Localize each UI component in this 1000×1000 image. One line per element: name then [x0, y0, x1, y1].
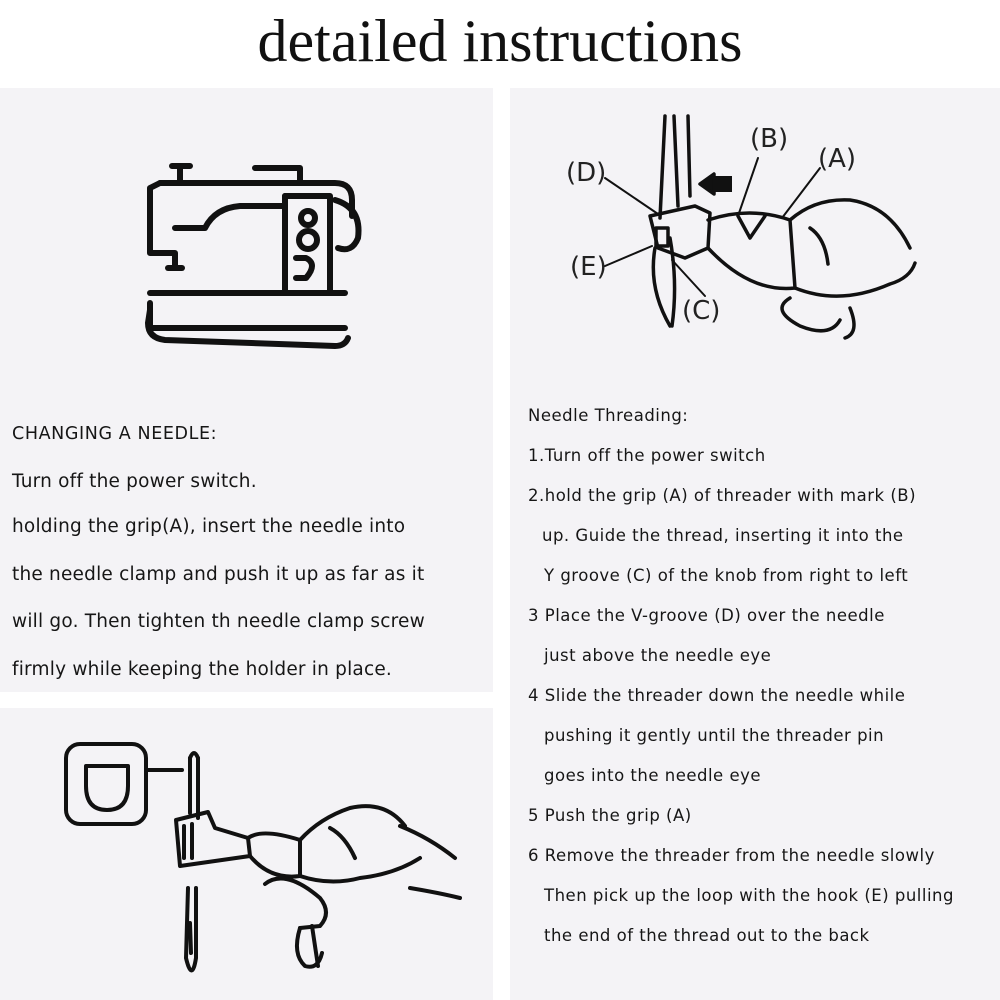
- threading-line: Then pick up the loop with the hook (E) pulling: [544, 886, 954, 905]
- threading-line: 5 Push the grip (A): [528, 806, 692, 825]
- threading-line: just above the needle eye: [544, 646, 772, 665]
- label-b: (B): [750, 124, 789, 154]
- changing-needle-line: firmly while keeping the holder in place.: [12, 659, 393, 680]
- threading-line: 6 Remove the threader from the needle slowly: [528, 846, 935, 865]
- label-c: (C): [682, 296, 721, 326]
- changing-needle-line: holding the grip(A), insert the needle into: [12, 516, 406, 537]
- label-e: (E): [570, 252, 607, 282]
- threading-line: 2.hold the grip (A) of threader with mark (B): [528, 486, 917, 505]
- changing-needle-line: the needle clamp and push it up as far as it: [12, 564, 425, 585]
- threading-heading: Needle Threading:: [528, 406, 689, 425]
- threading-line: the end of the thread out to the back: [544, 926, 870, 945]
- changing-needle-panel: [0, 88, 493, 692]
- sewing-machine-icon: [0, 88, 493, 692]
- threading-line: 4 Slide the threader down the needle while: [528, 686, 906, 705]
- label-d: (D): [566, 158, 607, 188]
- threading-line: goes into the needle eye: [544, 766, 762, 785]
- changing-needle-heading: CHANGING A NEEDLE:: [12, 424, 218, 444]
- threading-line: 3 Place the V-groove (D) over the needle: [528, 606, 885, 625]
- changing-needle-line: will go. Then tighten th needle clamp screw: [12, 611, 425, 632]
- changing-needle-line: Turn off the power switch.: [12, 471, 257, 492]
- needle-insert-icon: [0, 708, 493, 1000]
- threading-panel: [510, 88, 1000, 1000]
- page-title: detailed instructions: [257, 8, 743, 74]
- threading-line: 1.Turn off the power switch: [528, 446, 766, 465]
- needle-insert-panel: [0, 708, 493, 1000]
- threading-line: up. Guide the thread, inserting it into the: [542, 526, 904, 545]
- label-a: (A): [818, 144, 857, 174]
- threading-line: Y groove (C) of the knob from right to left: [544, 566, 909, 585]
- threading-line: pushing it gently until the threader pin: [544, 726, 885, 745]
